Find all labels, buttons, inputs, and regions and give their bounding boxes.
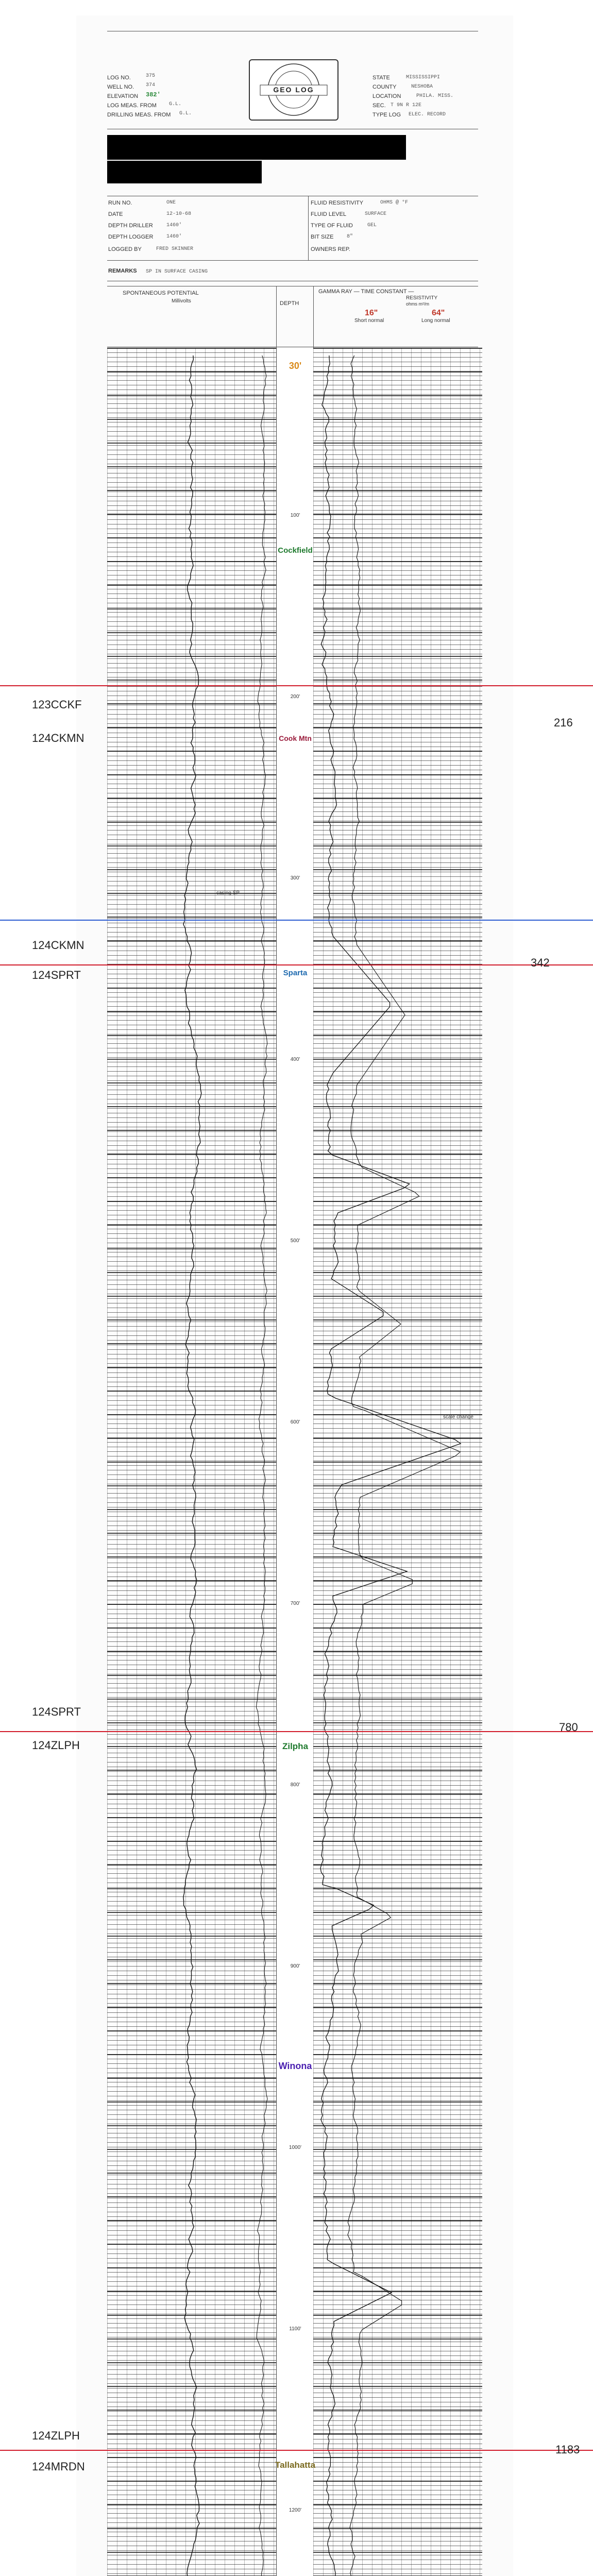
formation-label-cook-mtn: Cook Mtn — [279, 734, 312, 742]
resistivity-title: RESISTIVITY — [406, 295, 438, 301]
county-label: COUNTY — [372, 84, 397, 90]
pick-below-label: 124ZLPH — [32, 1739, 80, 1752]
pick-depth-label: 342 — [531, 956, 550, 969]
county-value: NESHOBA — [411, 84, 433, 90]
formation-label-winona: Winona — [278, 2061, 312, 2071]
formation-label-tallahatta: Tallahatta — [275, 2460, 316, 2470]
type-log-label: TYPE LOG — [372, 112, 401, 118]
remarks-label: REMARKS — [108, 268, 137, 274]
depth-tick-label: 500' — [290, 1238, 300, 1244]
depth-tick-label: 200' — [290, 694, 300, 700]
logged-by-label: LOGGED BY — [108, 246, 142, 252]
depth-tick-label: 1100' — [289, 2326, 301, 2332]
logo-text: GEO LOG — [273, 86, 314, 94]
depth-top-label: 30' — [289, 361, 302, 371]
formation-label-cockfield: Cockfield — [278, 546, 313, 555]
pick-above-label: 124SPRT — [32, 1705, 81, 1718]
sp-title: SPONTANEOUS POTENTIAL — [123, 290, 199, 296]
pick-depth-label: 780 — [559, 1721, 578, 1734]
run-no-label: RUN NO. — [108, 200, 132, 206]
depth-tick-label: 300' — [290, 875, 300, 881]
elevation-label: ELEVATION — [107, 93, 139, 99]
logged-by-value: FRED SKINNER — [156, 246, 194, 252]
depth-tick-label: 600' — [290, 1419, 300, 1425]
pick-line-1183 — [0, 2450, 593, 2451]
state-label: STATE — [372, 75, 390, 81]
state-value: MISSISSIPPI — [406, 75, 440, 80]
depth-logger-label: DEPTH LOGGER — [108, 234, 154, 240]
pick-above-label: 123CCKF — [32, 698, 82, 711]
pick-line-216 — [0, 685, 593, 686]
fluid-level-label: FLUID LEVEL — [311, 211, 347, 217]
sp-units: Millivolts — [172, 298, 191, 304]
type-of-fluid-value: GEL — [367, 223, 377, 228]
sp-curve — [183, 355, 201, 2576]
depth-tick-label: 1000' — [289, 2145, 302, 2150]
drilling-meas-label: DRILLING MEAS. FROM — [107, 112, 171, 118]
long-normal-curve-label: 64" — [432, 309, 445, 317]
pick-below-label: 124MRDN — [32, 2460, 85, 2473]
pick-below-label: 124CKMN — [32, 732, 84, 744]
depth-tick-label: 900' — [290, 1963, 300, 1969]
long-normal-name: Long normal — [421, 318, 450, 324]
fluid-resistivity-label: FLUID RESISTIVITY — [311, 200, 364, 206]
long-normal-curve — [348, 355, 461, 2576]
date-label: DATE — [108, 211, 123, 217]
remarks-value: SP IN SURFACE CASING — [146, 269, 208, 275]
pick-below-label: 124SPRT — [32, 969, 81, 981]
depth-title: DEPTH — [280, 300, 299, 307]
depth-tick-label: 700' — [290, 1601, 300, 1606]
formation-label-zilpha: Zilpha — [282, 1741, 309, 1751]
short-normal-curve — [320, 355, 461, 2576]
pick-above-label: 124ZLPH — [32, 2429, 80, 2442]
sec-label: SEC. — [372, 103, 386, 109]
location-label: LOCATION — [372, 93, 401, 99]
bit-size-label: BIT SIZE — [311, 234, 334, 240]
sec-value: T 9N R 12E — [391, 103, 422, 108]
pick-line-342 — [0, 964, 593, 965]
short-normal-name: Short normal — [354, 318, 384, 324]
log-meas-label: LOG MEAS. FROM — [107, 103, 157, 109]
reference-line-blue — [0, 920, 593, 921]
formation-label-sparta: Sparta — [283, 969, 308, 977]
bit-size-value: 8" — [347, 234, 353, 240]
fluid-level-value: SURFACE — [365, 211, 387, 217]
depth-driller-value: 1460' — [166, 223, 182, 228]
owners-rep-label: OWNERS REP. — [311, 246, 350, 252]
pick-depth-label: 1183 — [555, 2443, 580, 2456]
resistivity-units: ohms m²/m — [406, 301, 429, 307]
depth-tick-label: 800' — [290, 1782, 300, 1788]
elevation-value: 382' — [146, 91, 161, 98]
well-no-value: 374 — [146, 82, 156, 88]
pick-above-label: 124CKMN — [32, 939, 84, 952]
date-value: 12-10-68 — [166, 211, 192, 217]
gamma-title: GAMMA RAY — TIME CONSTANT — — [318, 289, 414, 295]
depth-logger-value: 1460' — [166, 234, 182, 240]
run-no-value: ONE — [166, 200, 176, 206]
depth-tick-label: 1200' — [289, 2507, 302, 2513]
depth-tick-label: 100' — [290, 513, 300, 518]
well-no-label: WELL NO. — [107, 84, 134, 90]
casing-sp-note: casing SP — [216, 890, 240, 896]
log-no-label: LOG NO. — [107, 75, 131, 81]
scale-change-note: scale change — [443, 1414, 473, 1420]
depth-driller-label: DEPTH DRILLER — [108, 223, 153, 229]
fluid-resistivity-value: OHMS @ °F — [380, 200, 409, 206]
drilling-meas-value: G.L. — [179, 111, 192, 116]
type-log-value: ELEC. RECORD — [409, 112, 446, 117]
type-of-fluid-label: TYPE OF FLUID — [311, 223, 353, 229]
short-normal-curve-label: 16" — [365, 309, 378, 317]
location-value: PHILA. MISS. — [416, 93, 454, 99]
pick-line-780 — [0, 1731, 593, 1732]
pick-depth-label: 216 — [554, 716, 573, 729]
depth-tick-label: 400' — [290, 1057, 300, 1062]
log-no-value: 375 — [146, 73, 156, 79]
log-meas-value: G.L. — [169, 101, 182, 107]
sp-curve-secondary — [256, 355, 267, 2576]
